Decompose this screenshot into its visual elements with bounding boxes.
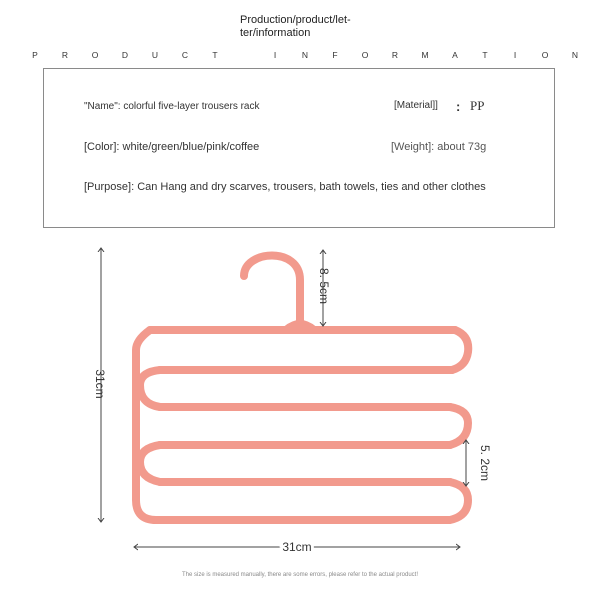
- heading-letter: O: [541, 50, 549, 60]
- header-title: Production/product/let-ter/information: [240, 14, 351, 39]
- heading-letter: T: [482, 50, 488, 60]
- heading-letter: R: [391, 50, 399, 60]
- hanger-rail-inner: [160, 370, 452, 482]
- material-value: PP: [470, 98, 485, 113]
- heading-letter: N: [571, 50, 579, 60]
- size-disclaimer: The size is measured manually, there are some errors, please refer to the actual product!: [181, 572, 418, 578]
- heading-letter: U: [151, 50, 159, 60]
- heading-letter: F: [332, 50, 338, 60]
- heading-letter: D: [121, 50, 129, 60]
- heading-letter: N: [301, 50, 309, 60]
- heading-letter: C: [181, 50, 189, 60]
- hanger-left-frame: [136, 330, 156, 520]
- heading-letter: T: [212, 50, 218, 60]
- gap-dimension-label: 5. 2cm: [478, 444, 492, 482]
- heading-letter: O: [91, 50, 99, 60]
- hanger-illustration: [136, 256, 468, 521]
- product-name: "Name": colorful five-layer trousers rack: [84, 101, 260, 112]
- hanger-rail: [140, 330, 468, 520]
- hanger-hook: [244, 256, 300, 323]
- heading-letter: O: [361, 50, 369, 60]
- heading-letter: M: [421, 50, 429, 60]
- hook-dimension-label: 8. 5cm: [317, 267, 331, 305]
- heading-letter: A: [452, 50, 458, 60]
- product-colors: [Color]: white/green/blue/pink/coffee: [84, 141, 260, 153]
- heading-letter: P: [32, 50, 38, 60]
- width-dimension-label: 31cm: [282, 540, 312, 554]
- product-purpose: [Purpose]: Can Hang and dry scarves, trousers, bath towels, ties and other clothes: [84, 181, 486, 193]
- material-separator: :: [456, 99, 461, 114]
- height-dimension-label: 31cm: [93, 369, 107, 399]
- heading-letter: R: [61, 50, 69, 60]
- heading-letter: I: [513, 50, 517, 60]
- product-weight: [Weight]: about 73g: [391, 141, 487, 153]
- heading-letter: I: [273, 50, 277, 60]
- material-label: [Material]]: [394, 100, 438, 111]
